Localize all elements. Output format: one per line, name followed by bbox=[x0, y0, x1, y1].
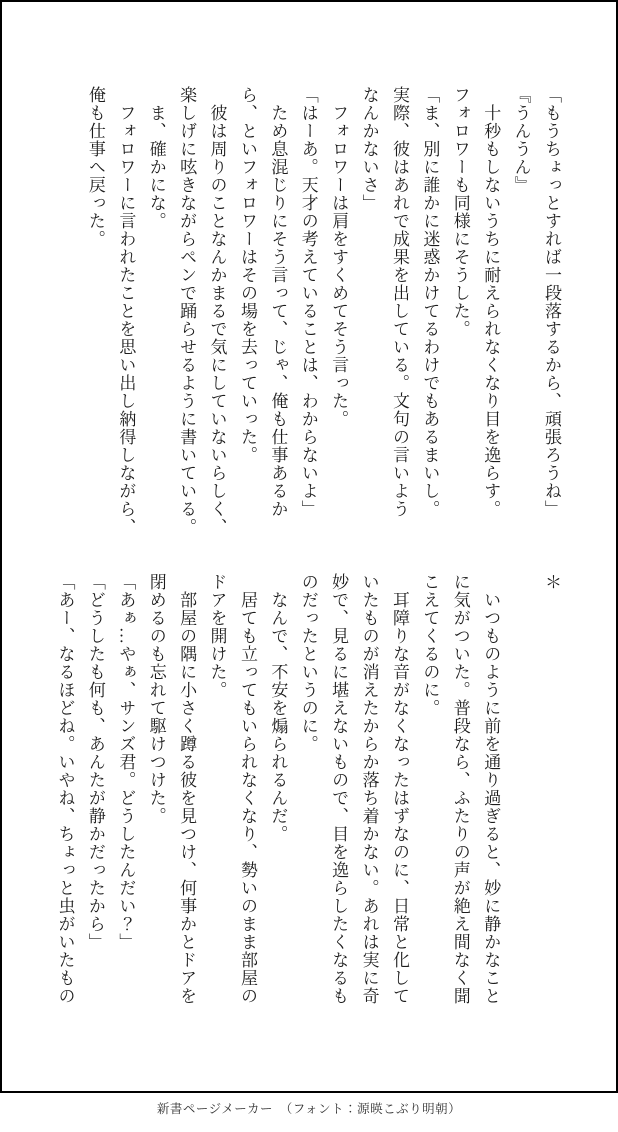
text-line: 「あー、なるほどね。いやね、ちょっと虫がいたもの bbox=[55, 573, 75, 1005]
text-line: ら、といフォロワーはその場を去っていった。 bbox=[237, 86, 257, 464]
scene-1-text bbox=[80, 86, 567, 551]
text-line: ＊ bbox=[542, 573, 561, 591]
text-line: 十秒もしないうちに耐えられなくなり目を逸らす。 bbox=[481, 86, 501, 518]
text-line: 実際、彼はあれで成果を出している。文句の言いよう bbox=[389, 86, 409, 518]
text-line: 閉めるのも忘れて駆けつけた。 bbox=[146, 573, 166, 825]
text-line: に気がついた。普段なら、ふたりの声が絶え間なく聞 bbox=[450, 573, 470, 1005]
text-line: フォロワーは肩をすくめてそう言った。 bbox=[329, 86, 349, 428]
scene-2-text bbox=[49, 573, 566, 1038]
text-line: 耳障りな音がなくなったはずなのに、日常と化して bbox=[389, 573, 409, 1005]
text-line: 彼は周りのことなんかまるで気にしていないらしく、 bbox=[207, 86, 227, 536]
text-line: いたものが消えたからか落ち着かない。あれは実に奇 bbox=[359, 573, 379, 1005]
text-line: フォロワーに言われたことを思い出し納得しながら、 bbox=[116, 86, 136, 536]
text-line: 『うんうん』 bbox=[511, 86, 531, 194]
text-line: 楽しげに呟きながらペンで踊らせるように書いている。 bbox=[177, 86, 197, 536]
text-line: こえてくるのに。 bbox=[420, 573, 440, 717]
text-line: のだったというのに。 bbox=[298, 573, 318, 753]
text-line: フォロワーも同様にそうした。 bbox=[450, 86, 470, 338]
text-line: ため息混じりにそう言って、じゃ、俺も仕事あるか bbox=[268, 86, 288, 518]
text-line: ドアを開けた。 bbox=[207, 573, 227, 699]
text-line: 妙で、見るに堪えないもので、目を逸らしたくなるも bbox=[329, 573, 349, 1005]
text-line: なんで、不安を煽られるんだ。 bbox=[268, 573, 288, 843]
text-line: いつものように前を通り過ぎると、妙に静かなこと bbox=[481, 573, 501, 1005]
text-line bbox=[505, 573, 535, 1038]
footer-caption: 新書ページメーカー （フォント：源暎こぶり明朝） bbox=[156, 1102, 462, 1116]
text-line: 「あぁ…やぁ、サンズ君。どうしたんだい？」 bbox=[116, 573, 136, 951]
text-line: 「もうちょっとすれば一段落するから、頑張ろうね」 bbox=[542, 86, 561, 518]
text-line: ま、確かにな。 bbox=[146, 86, 166, 230]
text-line: 「どうしたも何も、あんたが静かだったから」 bbox=[85, 573, 105, 951]
text-line: 俺も仕事へ戻った。 bbox=[85, 86, 105, 248]
text-line: なんかないさ」 bbox=[359, 86, 379, 212]
text-line: 部屋の隅に小さく蹲る彼を見つけ、何事かとドアを bbox=[177, 573, 197, 1005]
text-line: 「ま、別に誰かに迷惑かけてるわけでもあるまいし。 bbox=[420, 86, 440, 518]
text-line: 「はーあ。天才の考えていることは、わからないよ」 bbox=[298, 86, 318, 518]
text-line: 居ても立ってもいられなくなり、勢いのまま部屋の bbox=[237, 573, 257, 1005]
